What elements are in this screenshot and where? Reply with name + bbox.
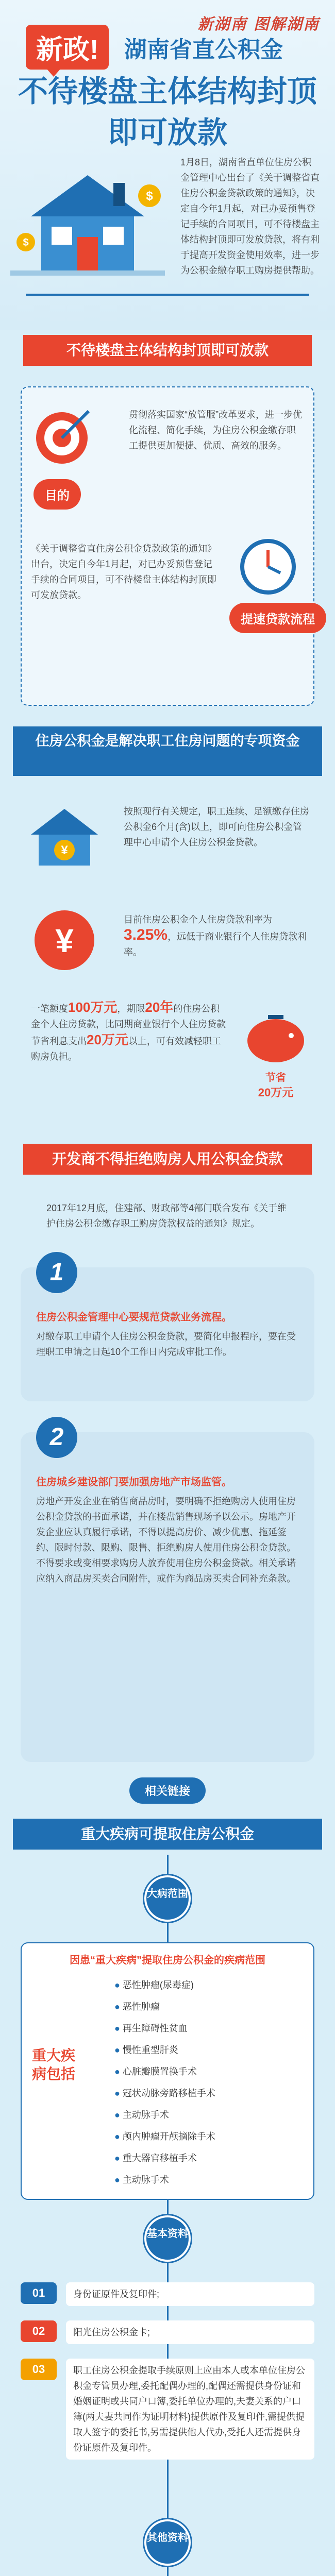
- intro-text: 1月8日，湖南省直单位住房公积金管理中心出台了《关于调整省直住房公积金贷款政策的通知》，决定自今年1月起，对已办妥预售登记手续的合同项目，可不待楼盘主体结构封顶即可发放贷款，将有利于提高开发资金使用效率，进一步为公积金缴存职工购房提供帮助。: [180, 157, 320, 276]
- doc-item: [21, 2320, 314, 2344]
- saved-amount: 20万元: [87, 1032, 128, 1047]
- rule-number: 1: [36, 1252, 77, 1293]
- doc-text: 职工住房公积金提取手续原则上应由本人或本单位住房公积金专管员办理,委托配偶办理的,配偶还需提供身份证和婚姻证明或共同户口簿,委托单位办理的,夫妻关系的户口簿(两夫妻共同作为证明材料)提供原件及复印件,需提供提取人签字的委托书,另需提供他人代办,受托人还需提供身份证原件及复印件。: [66, 2359, 314, 2460]
- bullet-icon: ●: [114, 2023, 123, 2033]
- rule-number: 2: [36, 1417, 77, 1458]
- house-illustration-icon: [10, 155, 165, 289]
- save-icon-amount: 20万元: [258, 1086, 294, 1099]
- disease-item: [114, 2061, 215, 2082]
- disease-name: 再生障碍性贫血: [122, 2023, 188, 2033]
- doc-text: 阳光住房公积金卡;: [66, 2320, 314, 2344]
- disease-name: 恶性肿瘤(尿毒症): [122, 1980, 194, 1990]
- disease-name: 恶性肿瘤: [122, 2002, 160, 2012]
- rule-box-1: [21, 1259, 314, 1401]
- rule-title: 住房城乡建设部门要加强房地产市场监管。: [36, 1477, 232, 1488]
- target-icon: [31, 407, 93, 469]
- svg-text:¥: ¥: [61, 843, 68, 857]
- svg-text:$: $: [146, 189, 153, 203]
- disease-name: 重大器官移植手术: [122, 2153, 197, 2163]
- title-line-1: 湖南省直公积金: [124, 37, 283, 62]
- header: [0, 0, 335, 330]
- rule-box-2: [21, 1423, 314, 1762]
- section-no-cap-loan: [0, 330, 335, 721]
- step-circle-other-docs: 其他资料: [144, 2519, 191, 2566]
- savings-mid2: 的住房公积金个人住房贷款，比同期商业银行个人住房贷款: [31, 1004, 226, 1029]
- loan-eligibility-text: 按照现行有关规定，职工连续、足额缴存住房公积金6个月(含)以上，即可向住房公积金管理中心申请个人住房公积金贷款。: [124, 806, 309, 848]
- disease-item: [114, 1974, 215, 1996]
- bullet-icon: ●: [114, 2153, 123, 2163]
- rate-text-pre: 目前住房公积金个人住房贷款利率为: [124, 914, 272, 925]
- doc-number: 03: [21, 2359, 57, 2380]
- doc-number: 01: [21, 2282, 57, 2304]
- section-banner: 开发商不得拒绝购房人用公积金贷款: [23, 1144, 312, 1175]
- doc-item: [21, 2282, 314, 2306]
- savings-mid1: ，期限: [117, 1004, 145, 1014]
- rule-title: 住房公积金管理中心要规范贷款业务流程。: [36, 1312, 232, 1323]
- step-circle-basic-docs: 基本资料: [144, 2215, 191, 2262]
- loan-amount: 100万元: [68, 999, 118, 1015]
- savings-mid3: 节省利息支出: [31, 1036, 87, 1046]
- disease-item: [114, 2082, 215, 2104]
- disease-name: 冠状动脉旁路移植手术: [122, 2088, 215, 2098]
- yuan-coin-icon: [31, 907, 98, 974]
- savings-post: 以上，可有效减轻职工购房负担。: [31, 1036, 221, 1062]
- disease-name: 颅内肿瘤开颅摘除手术: [122, 2131, 215, 2142]
- doc-item: [21, 2359, 314, 2460]
- disease-item: [114, 2039, 215, 2061]
- disease-item: [114, 2018, 215, 2039]
- rule-text: 对缴存职工申请个人住房公积金贷款，要简化申报程序，要在受理职工申请之日起10个工作日内完成审批工作。: [36, 1331, 296, 1357]
- brand-logo: 新湖南 图解湖南: [197, 15, 320, 33]
- rate-value: 3.25%: [124, 926, 168, 943]
- speed-label: 提速贷款流程: [229, 603, 326, 633]
- rate-text: [124, 912, 309, 960]
- related-links-pill: 相关链接: [129, 1777, 206, 1804]
- piggy-bank-icon: [242, 1010, 309, 1099]
- disease-item: [114, 2104, 215, 2126]
- disease-name: 主动脉手术: [122, 2110, 169, 2120]
- new-policy-badge: 新政!: [26, 25, 109, 70]
- doc-number: 02: [21, 2320, 57, 2342]
- step-circle-scope: 大病范围: [144, 1875, 191, 1922]
- bullet-icon: ●: [114, 2088, 123, 2098]
- svg-text:$: $: [23, 237, 29, 248]
- bullet-icon: ●: [114, 2110, 123, 2120]
- loan-years: 20年: [145, 999, 174, 1015]
- section-banner: 不待楼盘主体结构封顶即可放款: [23, 335, 312, 366]
- bullet-icon: ●: [114, 1980, 123, 1990]
- disease-item: [114, 1996, 215, 2018]
- bullet-icon: ●: [114, 2131, 123, 2142]
- disease-box-title: 因患“重大疾病”提取住房公积金的疾病范围: [70, 1955, 265, 1966]
- doc-text: 身份证原件及复印件;: [66, 2282, 314, 2306]
- disease-side-label: 重大疾病包括: [32, 2047, 76, 2082]
- basic-docs-list: [21, 2282, 314, 2474]
- section-banner: 住房公积金是解决职工住房问题的专项资金: [13, 726, 322, 776]
- clock-icon: [237, 536, 299, 598]
- rate-text-post: ，远低于商业银行个人住房贷款利率。: [124, 931, 307, 957]
- disease-name: 心脏瓣膜置换手术: [122, 2066, 197, 2077]
- title-line-2: 不待楼盘主体结构封顶: [18, 75, 317, 108]
- rule-text: 房地产开发企业在销售商品房时，要明确不拒绝购房人使用住房公积金贷款的书面承诺，并在楼盘销售现场予以公示。房地产开发企业应认真履行承诺，不得以提高房价、减少优惠、拖延签约、限时付款、限购、限售、拒绝购房人使用住房公积金贷款。不得要求或变相要求购房人放弃使用住房公积金贷款。相关承诺应纳入商品房买卖合同附件，或作为商品房买卖合同补充条款。: [36, 1496, 296, 1584]
- bullet-icon: ●: [114, 2066, 123, 2077]
- disease-name: 主动脉手术: [122, 2175, 169, 2185]
- save-icon-label: 节省: [265, 1072, 286, 1083]
- svg-text:¥: ¥: [55, 922, 74, 959]
- goal-label: 目的: [34, 479, 81, 510]
- disease-item: [114, 2147, 215, 2169]
- house-money-icon: [26, 804, 103, 871]
- divider-icon: [26, 294, 309, 298]
- disease-item: [114, 2169, 215, 2191]
- bullet-icon: ●: [114, 2002, 123, 2012]
- disease-list: [114, 1974, 215, 2191]
- disease-name: 慢性重型肝炎: [122, 2045, 178, 2055]
- section-banner: 重大疾病可提取住房公积金: [13, 1819, 322, 1850]
- bullet-icon: ●: [114, 2045, 123, 2055]
- section-developer-rules: [0, 1144, 335, 1777]
- goal-text: 贯彻落实国家“放管服”改革要求，进一步优化流程、简化手续，为住房公积金缴存职工提供更加便捷、优质、高效的服务。: [129, 410, 302, 451]
- title-line-3: 即可放款: [107, 116, 227, 149]
- disease-box: [21, 1942, 314, 2200]
- disease-item: [114, 2126, 215, 2147]
- savings-pre: 一笔额度: [31, 1004, 68, 1014]
- speed-text: 《关于调整省直住房公积金贷款政策的通知》出台，决定自今年1月起，对已办妥预售登记手续的合同项目，可不待楼盘主体结构封顶即可发放贷款。: [31, 544, 216, 600]
- section-disease-withdrawal: [0, 1777, 335, 2576]
- bullet-icon: ●: [114, 2175, 123, 2185]
- rule-intro-text: 2017年12月底，住建部、财政部等4部门联合发布《关于维护住房公积金缴存职工购房贷款权益的通知》规定。: [46, 1203, 287, 1229]
- savings-text: [31, 999, 227, 1064]
- section-housing-fund: [0, 721, 335, 1144]
